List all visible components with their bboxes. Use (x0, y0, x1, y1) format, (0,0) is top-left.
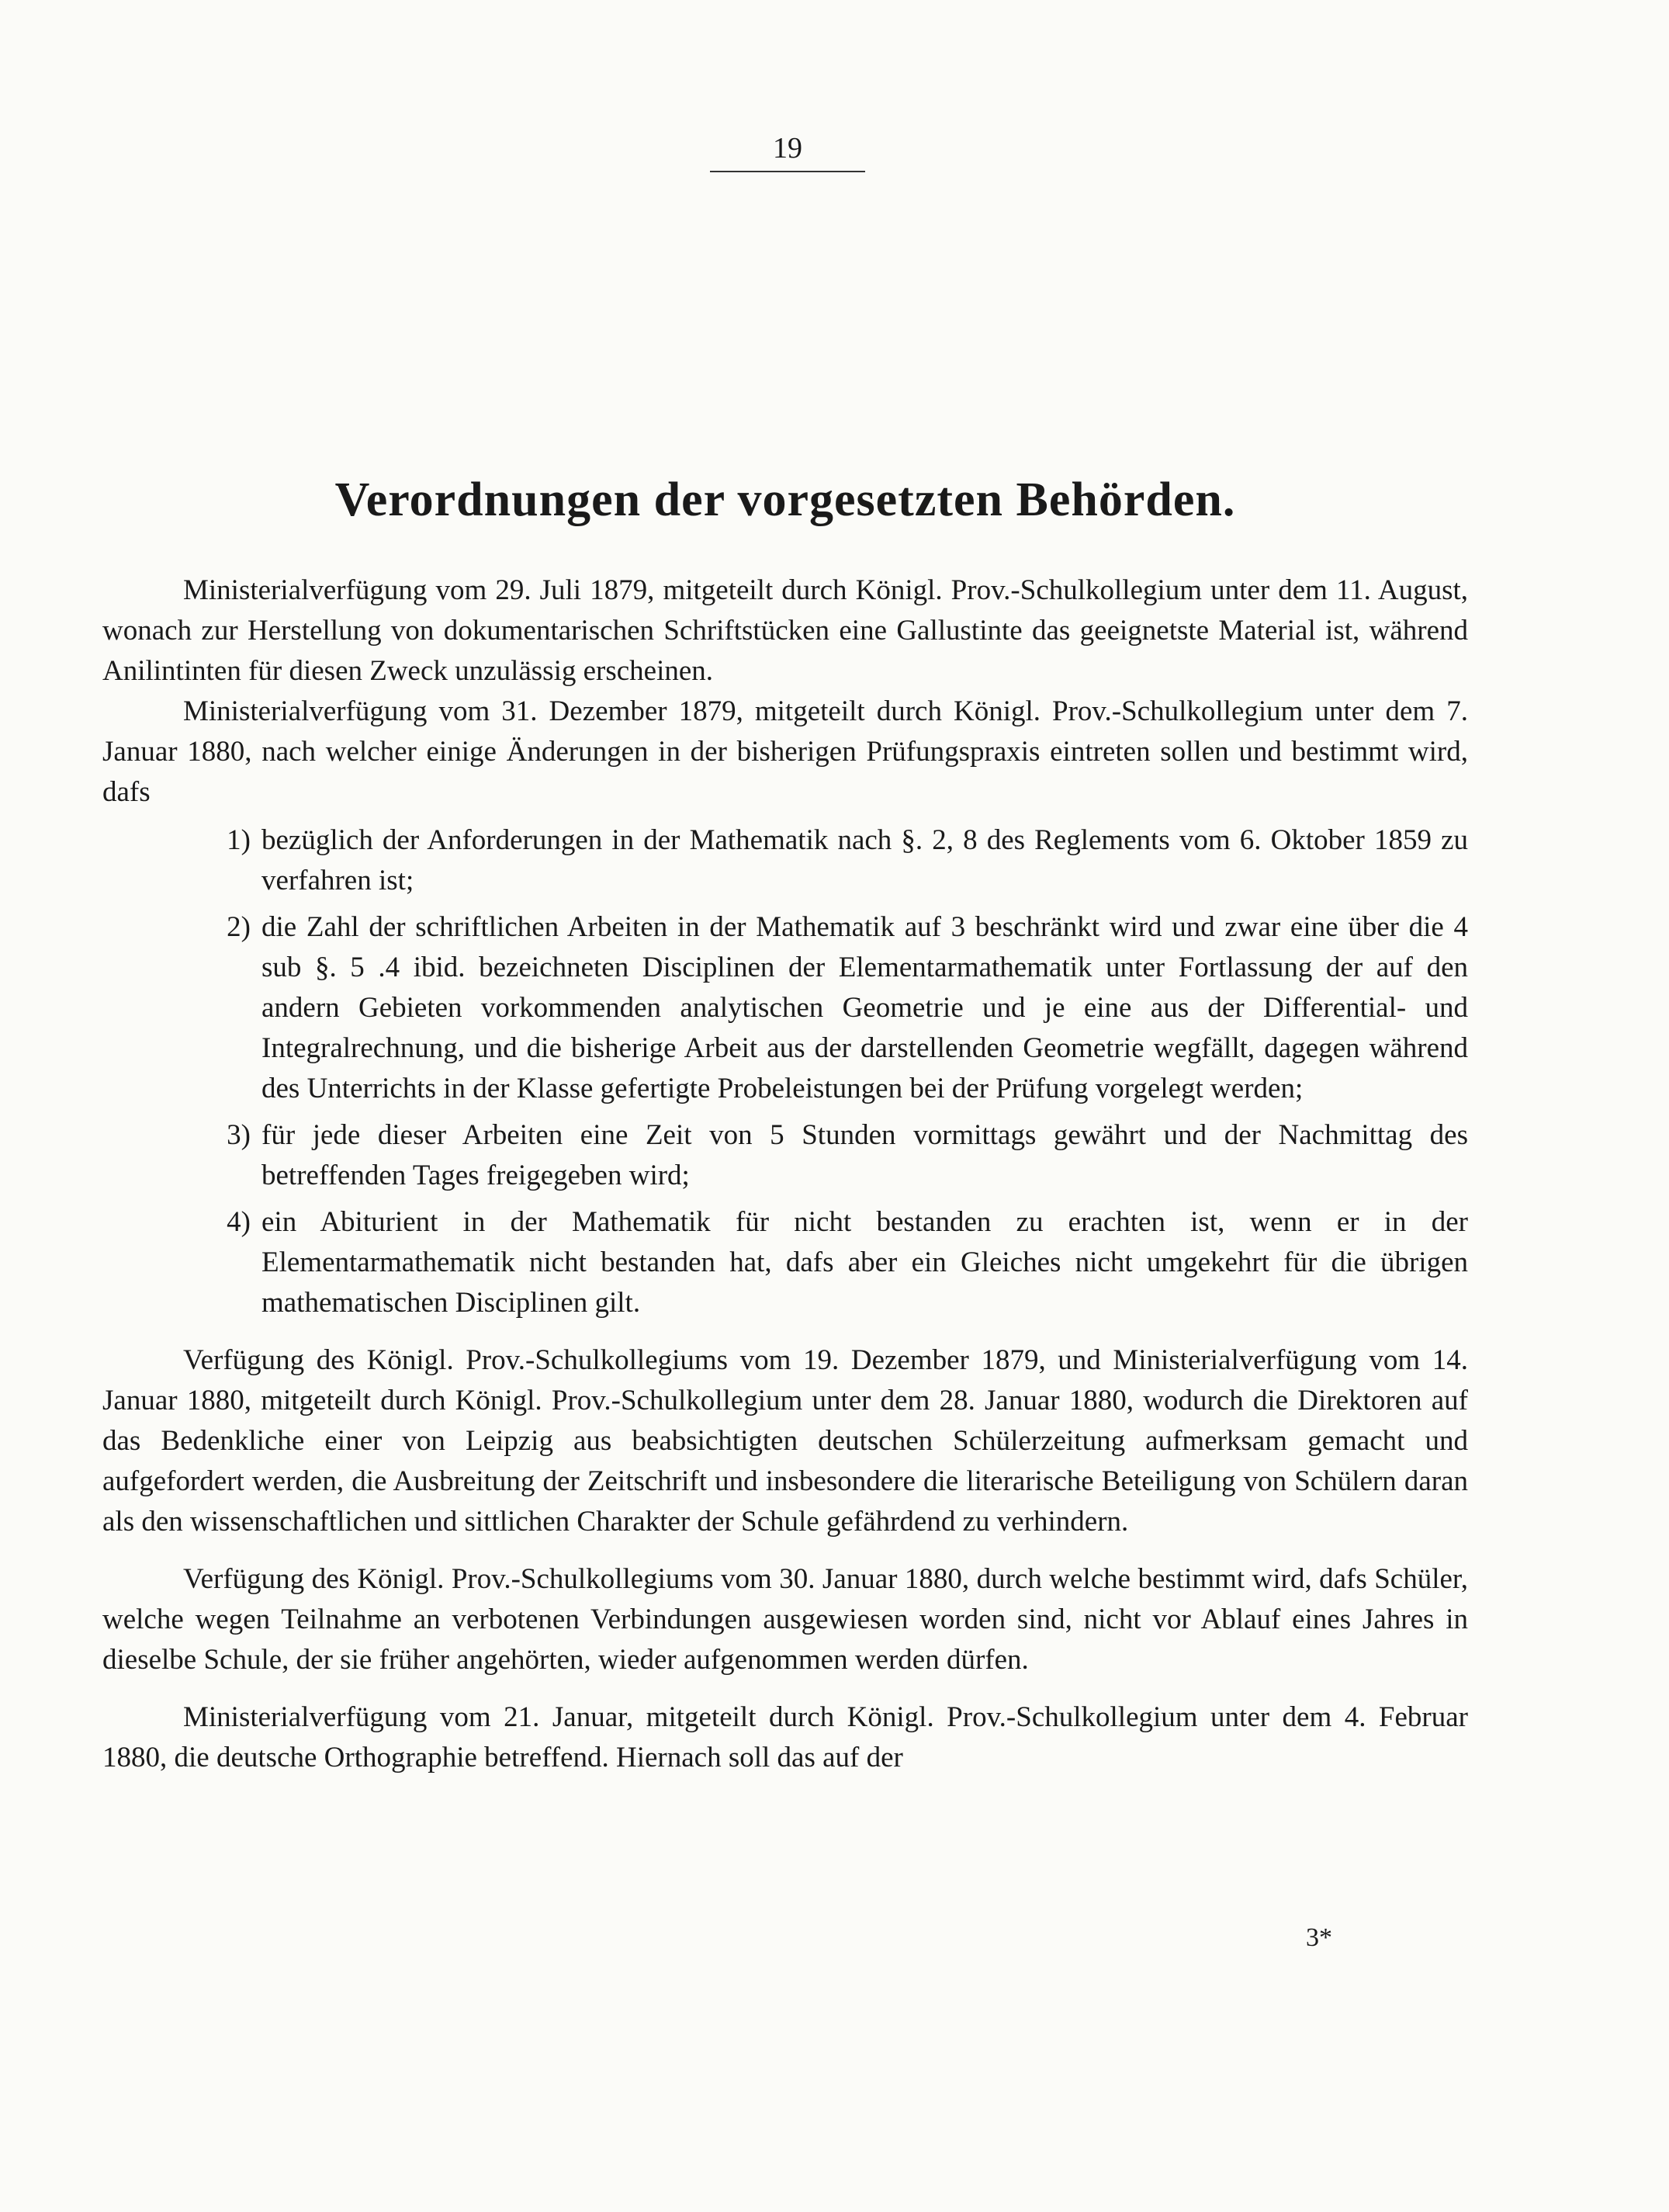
list-item-number: 1) (227, 824, 251, 856)
signature-mark: 3* (1306, 1923, 1332, 1952)
list-item-text: bezüglich der Anforderungen in der Mathematik nach §. 2, 8 des Reglements vom 6. Oktober 1859 zu verfahren ist; (261, 824, 1468, 896)
list-item (102, 820, 1468, 901)
paragraph: Verfügung des Königl. Prov.-Schulkollegiums vom 19. Dezember 1879, und Ministerialverfügung vom 14. Januar 1880, mitgeteilt durch Königl. Prov.-Schulkollegium unter dem 28. Januar 1880, wodurch die Direktoren auf das Bedenkliche einer von Leipzig aus beabsichtigten deutschen Schülerzeitung aufmerksam gemacht und aufgefordert werden, die Ausbreitung der Zeitschrift und insbesondere die literarische Beteiligung von Schülern daran als den wissenschaftlichen und sittlichen Charakter der Schule gefährdend zu verhindern. (102, 1344, 1468, 1538)
list-item-text: die Zahl der schriftlichen Arbeiten in der Mathematik auf 3 beschränkt wird und zwar eine über die 4 sub §. 5 .4 ibid. bezeichneten Disciplinen der Elementarmathematik unter Fortlassung der auf den andern Gebieten vorkommenden analytischen Geometrie und je eine aus der Differential- und Integralrechnung, und die bisherige Arbeit aus der darstellenden Geometrie wegfällt, dagegen während des Unterrichts in der Klasse gefertigte Probeleistungen bei der Prüfung vorgelegt werden; (261, 911, 1468, 1104)
numbered-list (102, 820, 1468, 1323)
list-item (102, 1202, 1468, 1323)
page-number: 19 (773, 132, 802, 165)
list-item-number: 4) (227, 1206, 251, 1238)
list-item-text: ein Abiturient in der Mathematik für nicht bestanden zu erachten ist, wenn er in der Elementarmathematik nicht bestanden hat, dafs aber ein Gleiches nicht umgekehrt für die übrigen mathematischen Disciplinen gilt. (261, 1206, 1468, 1319)
section-heading: Verordnungen der vorgesetzten Behörden. (334, 473, 1236, 526)
list-item (102, 907, 1468, 1109)
list-item-number: 2) (227, 911, 251, 943)
paragraph: Ministerialverfügung vom 21. Januar, mitgeteilt durch Königl. Prov.-Schulkollegium unter dem 4. Februar 1880, die deutsche Orthographie betreffend. Hiernach soll das auf der (102, 1701, 1468, 1773)
list-item-text: für jede dieser Arbeiten eine Zeit von 5 Stunden vormittags gewährt und der Nachmittag des betreffenden Tages freigegeben wird; (261, 1119, 1468, 1191)
list-item-number: 3) (227, 1119, 251, 1151)
body-text (102, 570, 1468, 1778)
paragraph: Ministerialverfügung vom 29. Juli 1879, mitgeteilt durch Königl. Prov.-Schulkollegium unter dem 11. August, wonach zur Herstellung von dokumentarischen Schriftstücken eine Gallustinte das geeignetste Material ist, während Anilintinten für diesen Zweck unzulässig erscheinen. (102, 574, 1468, 687)
page-number-rule (710, 171, 865, 172)
paragraph: Ministerialverfügung vom 31. Dezember 1879, mitgeteilt durch Königl. Prov.-Schulkollegium unter dem 7. Januar 1880, nach welcher einige Änderungen in der bisherigen Prüfungspraxis eintreten sollen und bestimmt wird, dafs (102, 695, 1468, 808)
list-item (102, 1115, 1468, 1196)
paragraph: Verfügung des Königl. Prov.-Schulkollegiums vom 30. Januar 1880, durch welche bestimmt wird, dafs Schüler, welche wegen Teilnahme an verbotenen Verbindungen ausgewiesen worden sind, nicht vor Ablauf eines Jahres in dieselbe Schule, der sie früher angehörten, wieder aufgenommen werden dürfen. (102, 1563, 1468, 1676)
